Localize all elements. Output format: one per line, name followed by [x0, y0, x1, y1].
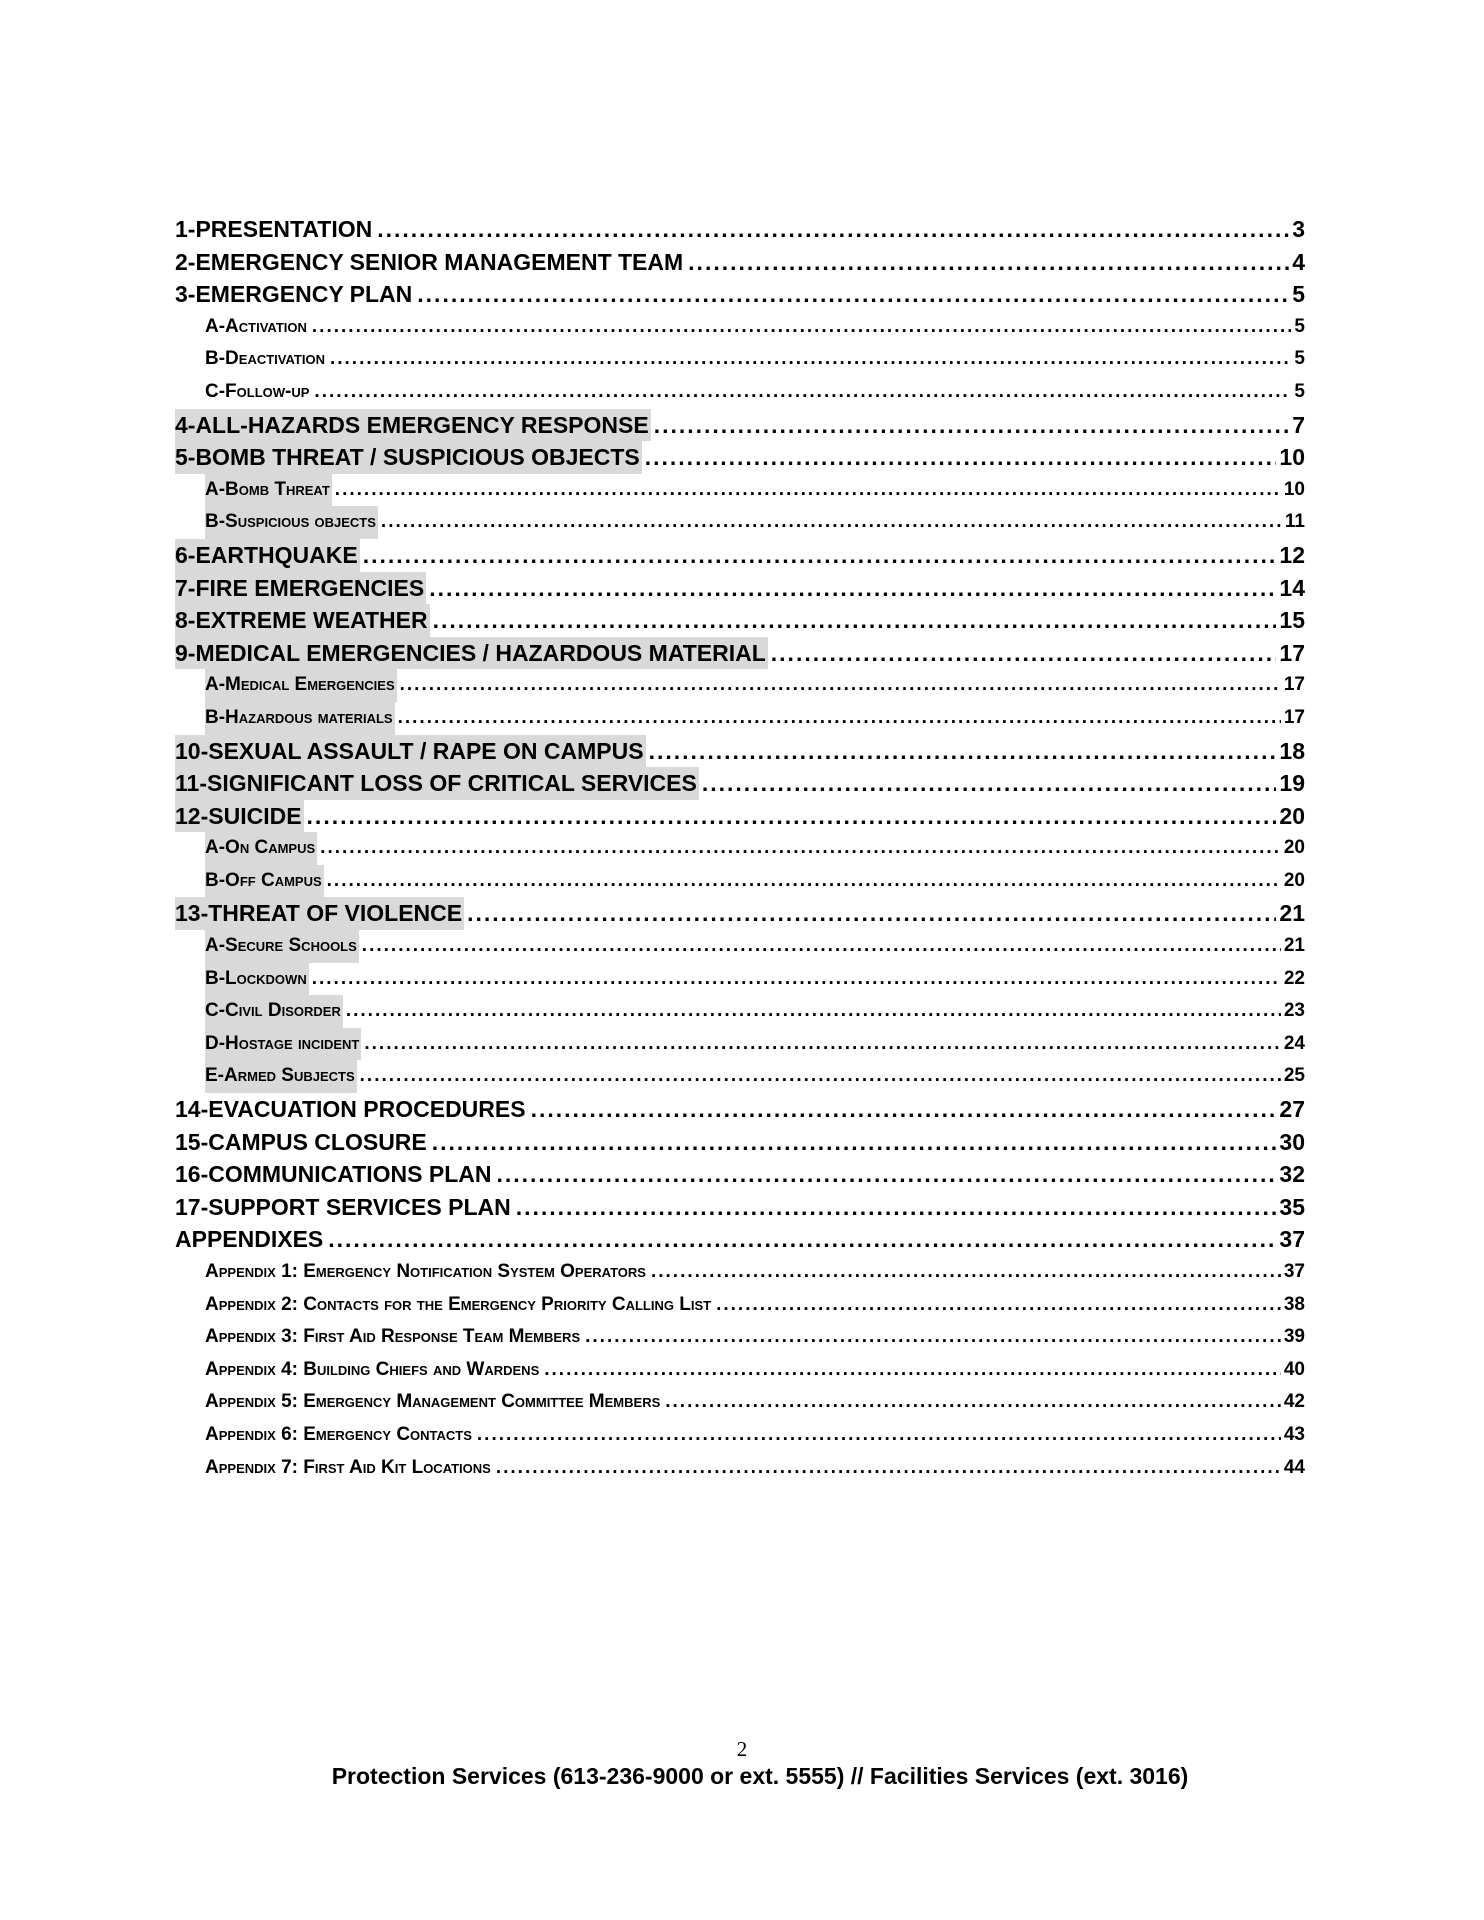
toc-entry[interactable] — [175, 800, 1305, 833]
toc-dot-leader — [585, 1321, 1281, 1354]
toc-entry[interactable] — [175, 735, 1305, 768]
toc-entry-title: A-Bomb Threat — [205, 474, 332, 507]
toc-page-number: 40 — [1283, 1358, 1305, 1380]
toc-entry-title: 15-CAMPUS CLOSURE — [175, 1128, 427, 1155]
toc-dot-leader — [307, 800, 1277, 833]
toc-entry-title: Appendix 5: Emergency Management Committee Members — [205, 1391, 661, 1413]
toc-subentry[interactable] — [175, 1321, 1305, 1354]
toc-entry-title: Appendix 1: Emergency Notification System Operators — [205, 1261, 646, 1282]
toc-page-number: 17 — [1279, 639, 1305, 666]
toc-entry[interactable] — [175, 539, 1305, 572]
toc-entry[interactable] — [175, 637, 1305, 670]
toc-dot-leader — [320, 832, 1281, 865]
toc-dot-leader — [477, 1419, 1281, 1452]
toc-entry-title: A-Medical Emergencies — [205, 669, 397, 702]
toc-entry-title: 13-THREAT OF VIOLENCE — [175, 897, 464, 930]
toc-subentry[interactable] — [175, 1452, 1305, 1485]
toc-page-number: 30 — [1279, 1128, 1305, 1155]
toc-page-number: 20 — [1279, 802, 1305, 829]
toc-page-number: 37 — [1279, 1226, 1305, 1253]
toc-entry-title: A-Secure Schools — [205, 930, 359, 963]
toc-entry-title: 9-MEDICAL EMERGENCIES / HAZARDOUS MATERIAL — [175, 637, 768, 670]
toc-entry[interactable] — [175, 246, 1305, 279]
toc-entry-title: APPENDIXES — [175, 1226, 324, 1253]
toc-dot-leader — [544, 1354, 1281, 1387]
toc-dot-leader — [531, 1093, 1277, 1126]
toc-page-number: 5 — [1294, 348, 1305, 370]
toc-subentry[interactable] — [175, 311, 1305, 344]
toc-entry-title: 8-EXTREME WEATHER — [175, 604, 430, 637]
toc-entry-title: 14-EVACUATION PROCEDURES — [175, 1096, 526, 1123]
toc-entry-title: Appendix 3: First Aid Response Team Members — [205, 1326, 581, 1348]
toc-entry-title: 4-ALL-HAZARDS EMERGENCY RESPONSE — [175, 409, 651, 442]
toc-subentry[interactable] — [175, 930, 1305, 963]
toc-entry-title: A-On Campus — [205, 832, 317, 865]
toc-dot-leader — [688, 246, 1289, 279]
toc-subentry[interactable] — [175, 1386, 1305, 1419]
toc-subentry[interactable] — [175, 995, 1305, 1028]
toc-entry-title: Appendix 6: Emergency Contacts — [205, 1423, 472, 1445]
toc-page-number: 35 — [1279, 1193, 1305, 1220]
toc-page-number: 20 — [1283, 837, 1305, 859]
toc-entry-title: 3-EMERGENCY PLAN — [175, 281, 413, 308]
toc-dot-leader — [651, 1256, 1281, 1289]
toc-page-number: 7 — [1292, 411, 1305, 438]
toc-entry-title: Appendix 2: Contacts for the Emergency Priority Calling List — [205, 1293, 712, 1315]
toc-subentry[interactable] — [175, 702, 1305, 735]
toc-subentry[interactable] — [175, 832, 1305, 865]
toc-page-number: 38 — [1283, 1293, 1305, 1315]
toc-entry[interactable] — [175, 1191, 1305, 1224]
toc-dot-leader — [377, 213, 1289, 246]
toc-page-number: 19 — [1279, 770, 1305, 797]
toc-entry-title: 7-FIRE EMERGENCIES — [175, 572, 426, 605]
toc-subentry[interactable] — [175, 1419, 1305, 1452]
toc-entry-title: 11-SIGNIFICANT LOSS OF CRITICAL SERVICES — [175, 767, 699, 800]
toc-page-number: 5 — [1292, 281, 1305, 308]
toc-page-number: 4 — [1292, 248, 1305, 275]
toc-entry-title: C-Follow-up — [205, 380, 310, 402]
toc-dot-leader — [312, 963, 1281, 996]
toc-entry-title: B-Hazardous materials — [205, 702, 395, 735]
page-number: 2 — [736, 1737, 748, 1761]
toc-entry[interactable] — [175, 1126, 1305, 1159]
toc-subentry[interactable] — [175, 343, 1305, 376]
toc-page-number: 42 — [1283, 1391, 1305, 1413]
toc-page-number: 15 — [1279, 607, 1305, 634]
toc-entry-title: E-Armed Subjects — [205, 1060, 357, 1093]
toc-dot-leader — [496, 1158, 1276, 1191]
toc-dot-leader — [702, 767, 1277, 800]
toc-page-number: 32 — [1279, 1161, 1305, 1188]
toc-page-number: 22 — [1283, 967, 1305, 989]
toc-entry[interactable] — [175, 1158, 1305, 1191]
toc-entry[interactable] — [175, 897, 1305, 930]
footer-contact-line: Protection Services (613-236-9000 or ext. 5555) // Facilities Services (ext. 3016) — [331, 1763, 1189, 1789]
toc-subentry[interactable] — [175, 1289, 1305, 1322]
toc-page-number: 10 — [1279, 444, 1305, 471]
toc-page-number: 18 — [1279, 737, 1305, 764]
toc-entry-title: D-Hostage incident — [205, 1028, 361, 1061]
toc-page-number: 11 — [1284, 511, 1305, 533]
toc-entry-title: 10-SEXUAL ASSAULT / RAPE ON CAMPUS — [175, 735, 646, 768]
toc-entry[interactable] — [175, 213, 1305, 246]
toc-dot-leader — [328, 1223, 1276, 1256]
toc-dot-leader — [327, 865, 1281, 898]
toc-entry[interactable] — [175, 1093, 1305, 1126]
toc-entry-title: Appendix 4: Building Chiefs and Wardens — [205, 1358, 540, 1380]
toc-entry-title: 1-PRESENTATION — [175, 216, 373, 242]
toc-page-number: 20 — [1283, 869, 1305, 891]
toc-dot-leader — [649, 735, 1277, 768]
toc-entry[interactable] — [175, 604, 1305, 637]
toc-page-number: 23 — [1283, 1000, 1305, 1022]
toc-dot-leader — [400, 669, 1281, 702]
toc-dot-leader — [335, 474, 1281, 507]
toc-dot-leader — [330, 343, 1291, 376]
toc-entry-title: 5-BOMB THREAT / SUSPICIOUS OBJECTS — [175, 441, 642, 474]
toc-dot-leader — [312, 311, 1292, 344]
toc-subentry[interactable] — [175, 1256, 1305, 1289]
toc-dot-leader — [360, 1060, 1281, 1093]
toc-entry[interactable] — [175, 767, 1305, 800]
toc-entry[interactable] — [175, 572, 1305, 605]
toc-entry[interactable] — [175, 1223, 1305, 1256]
toc-page-number: 37 — [1283, 1261, 1305, 1282]
toc-subentry[interactable] — [175, 506, 1305, 539]
toc-page-number: 21 — [1283, 935, 1305, 957]
toc-entry-title: 17-SUPPORT SERVICES PLAN — [175, 1193, 511, 1220]
toc-dot-leader — [364, 1028, 1280, 1061]
toc-dot-leader — [398, 702, 1281, 735]
toc-page-number: 25 — [1283, 1065, 1305, 1087]
toc-page-number: 24 — [1283, 1032, 1305, 1054]
toc-page-number: 43 — [1283, 1423, 1305, 1445]
toc-subentry[interactable] — [175, 474, 1305, 507]
toc-entry-title: 12-SUICIDE — [175, 800, 304, 833]
table-of-contents — [175, 213, 1305, 1484]
toc-page-number: 17 — [1283, 674, 1305, 696]
toc-entry[interactable] — [175, 409, 1305, 442]
toc-dot-leader — [467, 897, 1276, 930]
toc-subentry[interactable] — [175, 1060, 1305, 1093]
toc-subentry[interactable] — [175, 669, 1305, 702]
toc-subentry[interactable] — [175, 1028, 1305, 1061]
toc-entry-title: B-Off Campus — [205, 865, 324, 898]
toc-page-number: 12 — [1279, 541, 1305, 568]
toc-entry[interactable] — [175, 278, 1305, 311]
toc-page-number: 5 — [1294, 315, 1305, 337]
toc-dot-leader — [516, 1191, 1277, 1224]
toc-dot-leader — [381, 506, 1282, 539]
toc-dot-leader — [496, 1452, 1281, 1485]
toc-dot-leader — [346, 995, 1281, 1028]
toc-subentry[interactable] — [175, 1354, 1305, 1387]
toc-page-number: 3 — [1292, 216, 1305, 242]
toc-dot-leader — [433, 604, 1277, 637]
toc-dot-leader — [362, 930, 1281, 963]
toc-entry-title: C-Civil Disorder — [205, 995, 343, 1028]
toc-page-number: 5 — [1294, 380, 1305, 402]
toc-entry-title: 2-EMERGENCY SENIOR MANAGEMENT TEAM — [175, 248, 684, 275]
toc-page-number: 21 — [1279, 900, 1305, 927]
toc-entry-title: B-Deactivation — [205, 348, 325, 370]
toc-dot-leader — [665, 1386, 1281, 1419]
toc-entry-title: B-Suspicious objects — [205, 506, 378, 539]
toc-entry[interactable] — [175, 441, 1305, 474]
toc-page-number: 39 — [1283, 1326, 1305, 1348]
toc-page-number: 27 — [1279, 1096, 1305, 1123]
toc-dot-leader — [432, 1126, 1277, 1159]
toc-page-number: 17 — [1283, 706, 1305, 728]
toc-entry-title: 16-COMMUNICATIONS PLAN — [175, 1161, 492, 1188]
toc-dot-leader — [771, 637, 1277, 670]
toc-dot-leader — [429, 572, 1276, 605]
toc-dot-leader — [645, 441, 1277, 474]
toc-dot-leader — [654, 409, 1290, 442]
toc-subentry[interactable] — [175, 376, 1305, 409]
toc-subentry[interactable] — [175, 865, 1305, 898]
toc-dot-leader — [314, 376, 1291, 409]
toc-subentry[interactable] — [175, 963, 1305, 996]
toc-dot-leader — [716, 1289, 1281, 1322]
toc-page-number: 10 — [1283, 478, 1305, 500]
toc-dot-leader — [363, 539, 1277, 572]
toc-entry-title: Appendix 7: First Aid Kit Locations — [205, 1456, 491, 1478]
toc-page-number: 44 — [1283, 1456, 1305, 1478]
toc-entry-title: 6-EARTHQUAKE — [175, 539, 360, 572]
toc-page-number: 14 — [1279, 574, 1305, 601]
toc-dot-leader — [417, 278, 1289, 311]
toc-entry-title: B-Lockdown — [205, 963, 309, 996]
toc-entry-title: A-Activation — [205, 315, 307, 337]
